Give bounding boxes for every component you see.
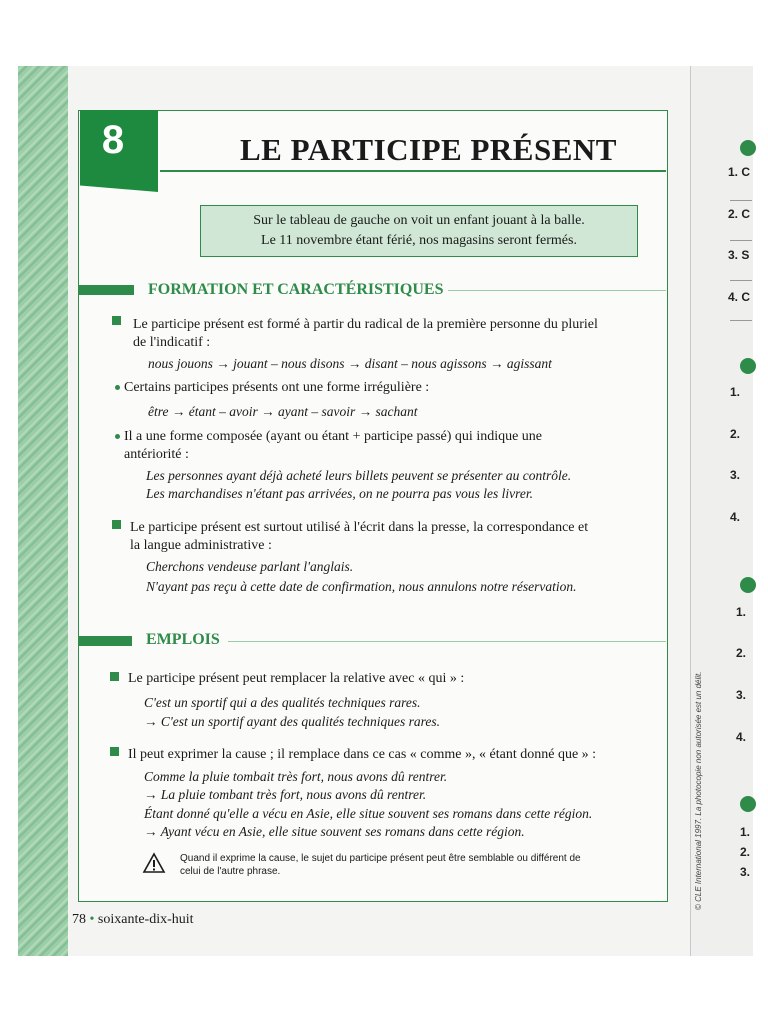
example-text: → La pluie tombant très fort, nous avons dû rentrer. — [144, 787, 427, 802]
exercise-marker-icon — [740, 358, 756, 374]
page-number: 78 — [72, 912, 86, 927]
exercise-number: 4. — [730, 510, 741, 524]
copyright-notice: © CLE International 1997. La photocopie non autorisée est un délit. — [694, 671, 703, 910]
section-rule — [448, 290, 666, 291]
example-text: Les marchandises n'étant pas arrivées, on ne pourra pas vous les livrer. — [146, 486, 533, 501]
exercise-number: 3. S — [728, 248, 750, 262]
warning-text: Quand il exprime la cause, le sujet du participe présent peut être semblable ou différent de celui de l'autre phrase. — [180, 853, 581, 877]
example-text: → C'est un sportif ayant des qualités techniques rares. — [144, 714, 440, 729]
section-bar — [78, 285, 134, 295]
page-number-words: soixante-dix-huit — [97, 912, 194, 927]
page-footer — [72, 912, 194, 928]
section-rule — [228, 641, 666, 642]
exercise-marker-icon — [740, 577, 756, 593]
example-text: → Ayant vécu en Asie, elle situe souvent ses romans dans cette région. — [144, 824, 525, 839]
page-spine-decoration — [18, 66, 68, 956]
bullet-dot-icon — [115, 385, 120, 390]
exercise-number: 2. — [740, 845, 751, 859]
bullet-square-icon — [110, 672, 119, 681]
rule-text: Le participe présent peut remplacer la relative avec « qui » : — [128, 671, 465, 686]
example-text: N'ayant pas reçu à cette date de confirmation, nous annulons notre réservation. — [146, 579, 577, 594]
rule-text: Certains participes présents ont une forme irrégulière : — [124, 380, 430, 395]
footer-bullet-icon: • — [89, 912, 95, 927]
rule-text: Le participe présent est formé à partir du radical de la première personne du pluriel de l'indicatif : — [133, 317, 598, 350]
example-text: Étant donné qu'elle a vécu en Asie, elle situe souvent ses romans dans cette région. — [144, 806, 593, 821]
section-bar — [78, 636, 132, 646]
intro-example-box — [200, 205, 638, 257]
intro-example: Sur le tableau de gauche on voit un enfant jouant à la balle. — [253, 213, 585, 228]
exercise-number: 2. — [730, 427, 741, 441]
exercise-number: 3. — [740, 865, 751, 879]
answer-line — [730, 280, 752, 281]
example-text: Cherchons vendeuse parlant l'anglais. — [146, 559, 354, 574]
exercise-number: 1. — [740, 825, 751, 839]
exercise-marker-icon — [740, 140, 756, 156]
example-text: Comme la pluie tombait très fort, nous avons dû rentrer. — [144, 769, 448, 784]
bullet-dot-icon — [115, 434, 120, 439]
rule-text: Il peut exprimer la cause ; il remplace dans ce cas « comme », « étant donné que » : — [128, 747, 597, 762]
exercise-marker-icon — [740, 796, 756, 812]
bullet-square-icon — [112, 316, 121, 325]
example-text: Les personnes ayant déjà acheté leurs billets peuvent se présenter au contrôle. — [146, 468, 572, 483]
answer-line — [730, 240, 752, 241]
exercise-number: 1. — [730, 385, 741, 399]
exercise-number: 3. — [736, 688, 747, 702]
warning-icon — [142, 852, 166, 874]
exercise-number: 1. C — [728, 165, 751, 179]
exercise-number: 4. — [736, 730, 747, 744]
example-text: C'est un sportif qui a des qualités techniques rares. — [144, 695, 421, 710]
intro-example: Le 11 novembre étant férié, nos magasins seront fermés. — [261, 233, 577, 248]
answer-line — [730, 200, 752, 201]
exercise-number: 3. — [730, 468, 741, 482]
exercise-number: 2. C — [728, 207, 751, 221]
example-text: nous jouons → jouant – nous disons → disant – nous agissons → agissant — [148, 356, 552, 371]
rule-text: Il a une forme composée (ayant ou étant + participe passé) qui indique une antériorité : — [124, 429, 543, 462]
example-text: être → étant – avoir → ayant – savoir → sachant — [148, 404, 418, 419]
bullet-square-icon — [110, 747, 119, 756]
exercise-number: 1. — [736, 605, 747, 619]
answer-line — [730, 320, 752, 321]
rule-text: Le participe présent est surtout utilisé à l'écrit dans la presse, la correspondance et la langue administrative : — [130, 520, 589, 553]
exercise-number: 2. — [736, 646, 747, 660]
title-underline — [160, 170, 666, 172]
bullet-square-icon — [112, 520, 121, 529]
section-title: EMPLOIS — [146, 631, 220, 648]
chapter-title: LE PARTICIPE PRÉSENT — [240, 132, 617, 167]
section-title: FORMATION ET CARACTÉRISTIQUES — [148, 281, 444, 298]
chapter-number: 8 — [101, 118, 125, 162]
exercise-number: 4. C — [728, 290, 751, 304]
